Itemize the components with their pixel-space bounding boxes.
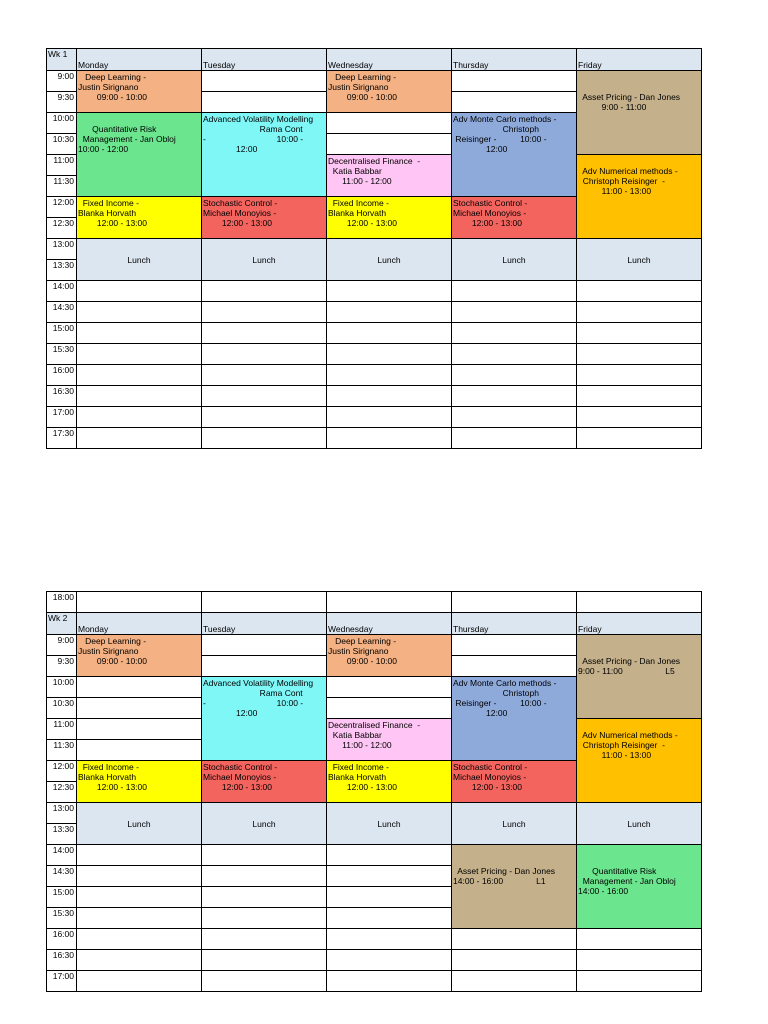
empty-cell [327, 134, 452, 155]
time-label: 11:30 [47, 176, 77, 197]
quantitative-risk-event[interactable]: Quantitative Risk Management - Jan Obloj 10:00 - 12:00 [77, 113, 202, 197]
asset-pricing-event[interactable]: Asset Pricing - Dan Jones 9:00 - 11:00 [577, 71, 702, 155]
time-label: 16:00 [47, 929, 77, 950]
empty-cell [77, 344, 202, 365]
deep-learning-event[interactable]: Deep Learning - Justin Sirignano 09:00 - 10:00 [77, 71, 202, 113]
day-header-thursday: Thursday [452, 613, 577, 635]
empty-cell [452, 71, 577, 92]
empty-cell [202, 866, 327, 887]
empty-cell [202, 92, 327, 113]
empty-cell [327, 845, 452, 866]
empty-cell [327, 698, 452, 719]
week1-timetable [46, 48, 702, 449]
empty-cell [577, 323, 702, 344]
empty-cell [327, 929, 452, 950]
time-label: 15:00 [47, 887, 77, 908]
lunch-block: Lunch [577, 239, 702, 281]
empty-cell [452, 950, 577, 971]
empty-cell [452, 386, 577, 407]
time-label: 14:30 [47, 866, 77, 887]
monte-carlo-event[interactable]: Adv Monte Carlo methods - Christoph Reisinger - 10:00 - 12:00 [452, 677, 577, 761]
empty-cell [327, 281, 452, 302]
fixed-income-event[interactable]: Fixed Income - Blanka Horvath 12:00 - 13:00 [327, 197, 452, 239]
time-label: 9:00 [47, 635, 77, 656]
time-label: 12:00 [47, 761, 77, 782]
empty-cell [452, 302, 577, 323]
lunch-block: Lunch [202, 239, 327, 281]
stochastic-control-event[interactable]: Stochastic Control - Michael Monoyios - 12:00 - 13:00 [452, 197, 577, 239]
empty-cell [327, 323, 452, 344]
lunch-block: Lunch [327, 803, 452, 845]
empty-cell [577, 407, 702, 428]
volatility-modelling-event[interactable]: Advanced Volatility Modelling Rama Cont - 10:00 - 12:00 [202, 677, 327, 761]
empty-cell [577, 971, 702, 992]
empty-cell [577, 344, 702, 365]
week-label: Wk 1 [47, 49, 77, 71]
empty-cell [202, 656, 327, 677]
time-label: 13:00 [47, 239, 77, 260]
time-label: 17:00 [47, 971, 77, 992]
decentralised-finance-event[interactable]: Decentralised Finance - Katia Babbar 11:00 - 12:00 [327, 155, 452, 197]
empty-cell [202, 71, 327, 92]
empty-cell [202, 386, 327, 407]
time-label: 15:00 [47, 323, 77, 344]
empty-cell [77, 698, 202, 719]
empty-cell [452, 635, 577, 656]
empty-cell [327, 407, 452, 428]
empty-cell [577, 950, 702, 971]
time-label: 12:30 [47, 218, 77, 239]
day-header-wednesday: Wednesday [327, 49, 452, 71]
lunch-block: Lunch [77, 803, 202, 845]
time-label: 13:30 [47, 260, 77, 281]
time-label: 15:30 [47, 908, 77, 929]
deep-learning-event[interactable]: Deep Learning - Justin Sirignano 09:00 - 10:00 [77, 635, 202, 677]
empty-cell [452, 428, 577, 449]
time-label: 10:30 [47, 134, 77, 155]
empty-cell [77, 365, 202, 386]
empty-cell [577, 302, 702, 323]
empty-cell [327, 971, 452, 992]
empty-cell [577, 592, 702, 613]
empty-cell [452, 407, 577, 428]
deep-learning-event[interactable]: Deep Learning - Justin Sirignano 09:00 - 10:00 [327, 635, 452, 677]
day-header-friday: Friday [577, 613, 702, 635]
time-label: 16:30 [47, 386, 77, 407]
empty-cell [452, 656, 577, 677]
empty-cell [452, 281, 577, 302]
day-header-friday: Friday [577, 49, 702, 71]
empty-cell [202, 845, 327, 866]
empty-cell [452, 344, 577, 365]
fixed-income-event[interactable]: Fixed Income - Blanka Horvath 12:00 - 13:00 [327, 761, 452, 803]
empty-cell [452, 92, 577, 113]
empty-cell [77, 719, 202, 740]
empty-cell [77, 908, 202, 929]
empty-cell [202, 929, 327, 950]
empty-cell [327, 365, 452, 386]
empty-cell [77, 845, 202, 866]
empty-cell [452, 971, 577, 992]
empty-cell [202, 344, 327, 365]
time-label: 10:00 [47, 677, 77, 698]
empty-cell [202, 407, 327, 428]
empty-cell [77, 971, 202, 992]
empty-cell [452, 323, 577, 344]
empty-cell [202, 971, 327, 992]
empty-cell [327, 302, 452, 323]
empty-cell [327, 950, 452, 971]
time-label: 10:00 [47, 113, 77, 134]
empty-cell [77, 428, 202, 449]
empty-cell [202, 887, 327, 908]
empty-cell [327, 344, 452, 365]
empty-cell [77, 740, 202, 761]
empty-cell [327, 908, 452, 929]
empty-cell [577, 386, 702, 407]
time-label: 9:00 [47, 71, 77, 92]
time-label: 10:30 [47, 698, 77, 719]
lunch-block: Lunch [577, 803, 702, 845]
week2-timetable [46, 591, 702, 992]
fixed-income-event[interactable]: Fixed Income - Blanka Horvath 12:00 - 13:00 [77, 761, 202, 803]
lunch-block: Lunch [202, 803, 327, 845]
empty-cell [77, 386, 202, 407]
empty-cell [327, 887, 452, 908]
empty-cell [327, 386, 452, 407]
stochastic-control-event[interactable]: Stochastic Control - Michael Monoyios - 12:00 - 13:00 [202, 761, 327, 803]
empty-cell [452, 592, 577, 613]
empty-cell [327, 592, 452, 613]
empty-cell [327, 113, 452, 134]
time-label: 11:00 [47, 719, 77, 740]
time-label: 17:30 [47, 428, 77, 449]
lunch-block: Lunch [452, 239, 577, 281]
empty-cell [327, 677, 452, 698]
day-header-monday: Monday [77, 49, 202, 71]
empty-cell [452, 365, 577, 386]
empty-cell [577, 281, 702, 302]
monte-carlo-event[interactable]: Adv Monte Carlo methods - Christoph Reisinger - 10:00 - 12:00 [452, 113, 577, 197]
empty-cell [202, 302, 327, 323]
stochastic-control-event[interactable]: Stochastic Control - Michael Monoyios - 12:00 - 13:00 [452, 761, 577, 803]
time-label: 16:30 [47, 950, 77, 971]
time-label: 14:30 [47, 302, 77, 323]
empty-cell [77, 302, 202, 323]
empty-cell [202, 950, 327, 971]
empty-cell [77, 407, 202, 428]
time-label: 9:30 [47, 656, 77, 677]
empty-cell [77, 592, 202, 613]
time-label: 14:00 [47, 845, 77, 866]
empty-cell [202, 323, 327, 344]
time-label: 16:00 [47, 365, 77, 386]
day-header-wednesday: Wednesday [327, 613, 452, 635]
empty-cell [577, 365, 702, 386]
empty-cell [77, 866, 202, 887]
time-label: 9:30 [47, 92, 77, 113]
deep-learning-event[interactable]: Deep Learning - Justin Sirignano 09:00 - 10:00 [327, 71, 452, 113]
day-header-monday: Monday [77, 613, 202, 635]
time-label: 13:00 [47, 803, 77, 824]
day-header-tuesday: Tuesday [202, 613, 327, 635]
empty-cell [327, 866, 452, 887]
empty-cell [77, 950, 202, 971]
day-header-tuesday: Tuesday [202, 49, 327, 71]
empty-cell [77, 677, 202, 698]
empty-cell [577, 929, 702, 950]
time-label: 14:00 [47, 281, 77, 302]
empty-cell [77, 281, 202, 302]
empty-cell [202, 428, 327, 449]
numerical-methods-event[interactable]: Adv Numerical methods - Christoph Reisinger - 11:00 - 13:00 [577, 719, 702, 803]
empty-cell [77, 887, 202, 908]
empty-cell [77, 929, 202, 950]
time-label: 15:30 [47, 344, 77, 365]
empty-cell [77, 323, 202, 344]
empty-cell [202, 908, 327, 929]
empty-cell [202, 281, 327, 302]
asset-pricing-event[interactable]: Asset Pricing - Dan Jones 14:00 - 16:00 L1 [452, 845, 577, 929]
time-label: 12:30 [47, 782, 77, 803]
numerical-methods-event[interactable]: Adv Numerical methods - Christoph Reisinger - 11:00 - 13:00 [577, 155, 702, 239]
stochastic-control-event[interactable]: Stochastic Control - Michael Monoyios - 12:00 - 13:00 [202, 197, 327, 239]
empty-cell [202, 592, 327, 613]
week-label: Wk 2 [47, 613, 77, 635]
empty-cell [452, 929, 577, 950]
asset-pricing-event[interactable]: Asset Pricing - Dan Jones 9:00 - 11:00 L5 [577, 635, 702, 719]
empty-cell [327, 428, 452, 449]
time-label: 18:00 [47, 592, 77, 613]
time-label: 13:30 [47, 824, 77, 845]
empty-cell [202, 365, 327, 386]
volatility-modelling-event[interactable]: Advanced Volatility Modelling Rama Cont - 10:00 - 12:00 [202, 113, 327, 197]
lunch-block: Lunch [77, 239, 202, 281]
time-label: 11:30 [47, 740, 77, 761]
empty-cell [577, 428, 702, 449]
lunch-block: Lunch [452, 803, 577, 845]
lunch-block: Lunch [327, 239, 452, 281]
fixed-income-event[interactable]: Fixed Income - Blanka Horvath 12:00 - 13:00 [77, 197, 202, 239]
quantitative-risk-event[interactable]: Quantitative Risk Management - Jan Obloj 14:00 - 16:00 [577, 845, 702, 929]
time-label: 12:00 [47, 197, 77, 218]
decentralised-finance-event[interactable]: Decentralised Finance - Katia Babbar 11:00 - 12:00 [327, 719, 452, 761]
time-label: 11:00 [47, 155, 77, 176]
empty-cell [202, 635, 327, 656]
time-label: 17:00 [47, 407, 77, 428]
day-header-thursday: Thursday [452, 49, 577, 71]
